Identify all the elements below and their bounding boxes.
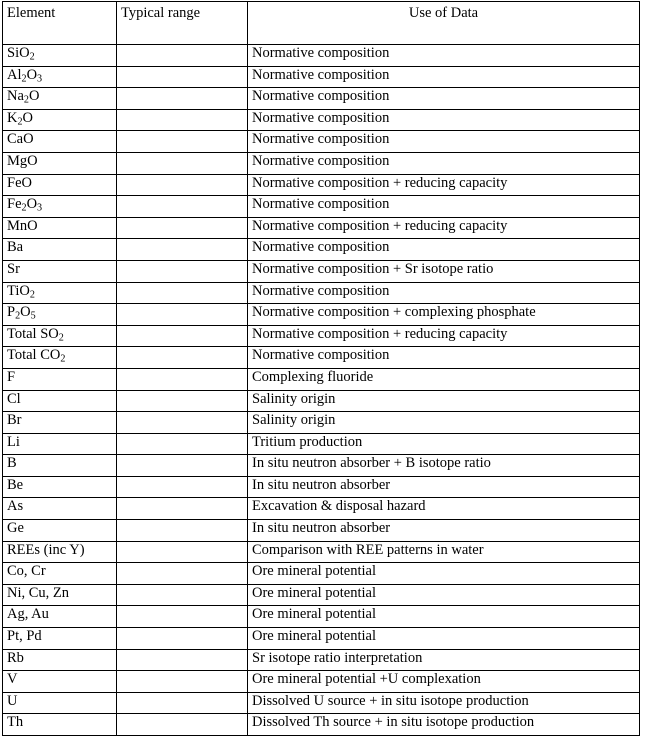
cell-element: $Fe_2O_3$ bbox=[3, 196, 117, 218]
cell-element: MgO bbox=[3, 152, 117, 174]
cell-element: Rb bbox=[3, 649, 117, 671]
table-row bbox=[3, 455, 640, 477]
table-body bbox=[3, 45, 640, 736]
cell-typical-range bbox=[117, 217, 248, 239]
table-row bbox=[3, 412, 640, 434]
cell-typical-range bbox=[117, 498, 248, 520]
cell-typical-range bbox=[117, 88, 248, 110]
cell-use-of-data: Normative composition bbox=[248, 66, 640, 88]
cell-element: Total $CO_2$ bbox=[3, 347, 117, 369]
cell-typical-range bbox=[117, 152, 248, 174]
table-row bbox=[3, 45, 640, 67]
cell-typical-range bbox=[117, 347, 248, 369]
cell-use-of-data: Normative composition bbox=[248, 88, 640, 110]
cell-typical-range bbox=[117, 174, 248, 196]
cell-use-of-data: Normative composition + Sr isotope ratio bbox=[248, 260, 640, 282]
table-row bbox=[3, 584, 640, 606]
cell-use-of-data: Tritium production bbox=[248, 433, 640, 455]
cell-element: B bbox=[3, 455, 117, 477]
cell-use-of-data: Normative composition bbox=[248, 282, 640, 304]
table-row bbox=[3, 66, 640, 88]
element-data-table bbox=[2, 1, 640, 736]
cell-use-of-data: Salinity origin bbox=[248, 390, 640, 412]
cell-element: Sr bbox=[3, 260, 117, 282]
cell-use-of-data: Ore mineral potential bbox=[248, 584, 640, 606]
cell-element: Ni, Cu, Zn bbox=[3, 584, 117, 606]
table-row bbox=[3, 109, 640, 131]
cell-typical-range bbox=[117, 541, 248, 563]
cell-use-of-data: Normative composition + reducing capacity bbox=[248, 217, 640, 239]
cell-typical-range bbox=[117, 304, 248, 326]
cell-typical-range bbox=[117, 196, 248, 218]
table-row bbox=[3, 368, 640, 390]
table-row bbox=[3, 325, 640, 347]
table-row bbox=[3, 390, 640, 412]
cell-use-of-data: Normative composition bbox=[248, 239, 640, 261]
cell-typical-range bbox=[117, 390, 248, 412]
cell-element: Total $SO_2$ bbox=[3, 325, 117, 347]
table-row bbox=[3, 304, 640, 326]
table-row bbox=[3, 671, 640, 693]
cell-element: $Na_2O$ bbox=[3, 88, 117, 110]
cell-use-of-data: Complexing fluoride bbox=[248, 368, 640, 390]
header-typical-range: Typical range bbox=[117, 2, 248, 45]
cell-element: Br bbox=[3, 412, 117, 434]
cell-typical-range bbox=[117, 520, 248, 542]
table-row bbox=[3, 649, 640, 671]
cell-use-of-data: Ore mineral potential bbox=[248, 628, 640, 650]
cell-typical-range bbox=[117, 433, 248, 455]
table-row bbox=[3, 217, 640, 239]
cell-typical-range bbox=[117, 260, 248, 282]
table-row bbox=[3, 174, 640, 196]
table-row bbox=[3, 260, 640, 282]
cell-use-of-data: Normative composition bbox=[248, 109, 640, 131]
cell-element: Li bbox=[3, 433, 117, 455]
cell-use-of-data: In situ neutron absorber + B isotope ratio bbox=[248, 455, 640, 477]
cell-use-of-data: Normative composition bbox=[248, 131, 640, 153]
cell-element: FeO bbox=[3, 174, 117, 196]
table-row bbox=[3, 692, 640, 714]
cell-element: REEs (inc Y) bbox=[3, 541, 117, 563]
table-row bbox=[3, 347, 640, 369]
cell-element: MnO bbox=[3, 217, 117, 239]
cell-use-of-data: Normative composition + reducing capacity bbox=[248, 174, 640, 196]
cell-use-of-data: In situ neutron absorber bbox=[248, 520, 640, 542]
cell-typical-range bbox=[117, 671, 248, 693]
table-row bbox=[3, 88, 640, 110]
cell-element: Co, Cr bbox=[3, 563, 117, 585]
table-row bbox=[3, 433, 640, 455]
table-row bbox=[3, 239, 640, 261]
cell-typical-range bbox=[117, 628, 248, 650]
cell-element: $K_2O$ bbox=[3, 109, 117, 131]
cell-use-of-data: Normative composition bbox=[248, 152, 640, 174]
cell-typical-range bbox=[117, 649, 248, 671]
cell-typical-range bbox=[117, 325, 248, 347]
cell-typical-range bbox=[117, 584, 248, 606]
table-row bbox=[3, 196, 640, 218]
cell-use-of-data: Normative composition bbox=[248, 45, 640, 67]
cell-typical-range bbox=[117, 131, 248, 153]
cell-use-of-data: Salinity origin bbox=[248, 412, 640, 434]
cell-use-of-data: Dissolved U source + in situ isotope production bbox=[248, 692, 640, 714]
cell-typical-range bbox=[117, 455, 248, 477]
cell-element: Cl bbox=[3, 390, 117, 412]
table-row bbox=[3, 714, 640, 736]
cell-element: V bbox=[3, 671, 117, 693]
header-row bbox=[3, 2, 640, 45]
cell-element: CaO bbox=[3, 131, 117, 153]
cell-use-of-data: Ore mineral potential bbox=[248, 606, 640, 628]
cell-use-of-data: In situ neutron absorber bbox=[248, 476, 640, 498]
cell-element: Be bbox=[3, 476, 117, 498]
cell-element: SiO$_2$ bbox=[3, 45, 117, 67]
cell-typical-range bbox=[117, 563, 248, 585]
table-row bbox=[3, 520, 640, 542]
header-element: Element bbox=[3, 2, 117, 45]
cell-element: Pt, Pd bbox=[3, 628, 117, 650]
cell-typical-range bbox=[117, 476, 248, 498]
header-use-of-data: Use of Data bbox=[248, 2, 640, 45]
cell-element: F bbox=[3, 368, 117, 390]
cell-element: Ag, Au bbox=[3, 606, 117, 628]
cell-element: U bbox=[3, 692, 117, 714]
table-row bbox=[3, 131, 640, 153]
cell-typical-range bbox=[117, 239, 248, 261]
cell-use-of-data: Ore mineral potential bbox=[248, 563, 640, 585]
cell-use-of-data: Normative composition bbox=[248, 196, 640, 218]
cell-element: TiO$_2$ bbox=[3, 282, 117, 304]
cell-typical-range bbox=[117, 45, 248, 67]
cell-element: Ba bbox=[3, 239, 117, 261]
table-header bbox=[3, 2, 640, 45]
cell-typical-range bbox=[117, 692, 248, 714]
cell-use-of-data: Comparison with REE patterns in water bbox=[248, 541, 640, 563]
cell-element: $Al_2O_3$ bbox=[3, 66, 117, 88]
table-row bbox=[3, 628, 640, 650]
cell-element: $P_2O_5$ bbox=[3, 304, 117, 326]
table-row bbox=[3, 541, 640, 563]
table-row bbox=[3, 282, 640, 304]
cell-use-of-data: Normative composition + complexing phosphate bbox=[248, 304, 640, 326]
cell-element: As bbox=[3, 498, 117, 520]
cell-use-of-data: Excavation & disposal hazard bbox=[248, 498, 640, 520]
cell-element: Ge bbox=[3, 520, 117, 542]
table-row bbox=[3, 563, 640, 585]
cell-use-of-data: Ore mineral potential +U complexation bbox=[248, 671, 640, 693]
cell-use-of-data: Normative composition bbox=[248, 347, 640, 369]
table-row bbox=[3, 498, 640, 520]
cell-typical-range bbox=[117, 109, 248, 131]
cell-typical-range bbox=[117, 714, 248, 736]
cell-use-of-data: Normative composition + reducing capacity bbox=[248, 325, 640, 347]
table-row bbox=[3, 606, 640, 628]
cell-use-of-data: Dissolved Th source + in situ isotope production bbox=[248, 714, 640, 736]
cell-typical-range bbox=[117, 606, 248, 628]
cell-typical-range bbox=[117, 412, 248, 434]
cell-typical-range bbox=[117, 282, 248, 304]
table-row bbox=[3, 476, 640, 498]
cell-typical-range bbox=[117, 66, 248, 88]
cell-use-of-data: Sr isotope ratio interpretation bbox=[248, 649, 640, 671]
cell-typical-range bbox=[117, 368, 248, 390]
cell-element: Th bbox=[3, 714, 117, 736]
table-row bbox=[3, 152, 640, 174]
